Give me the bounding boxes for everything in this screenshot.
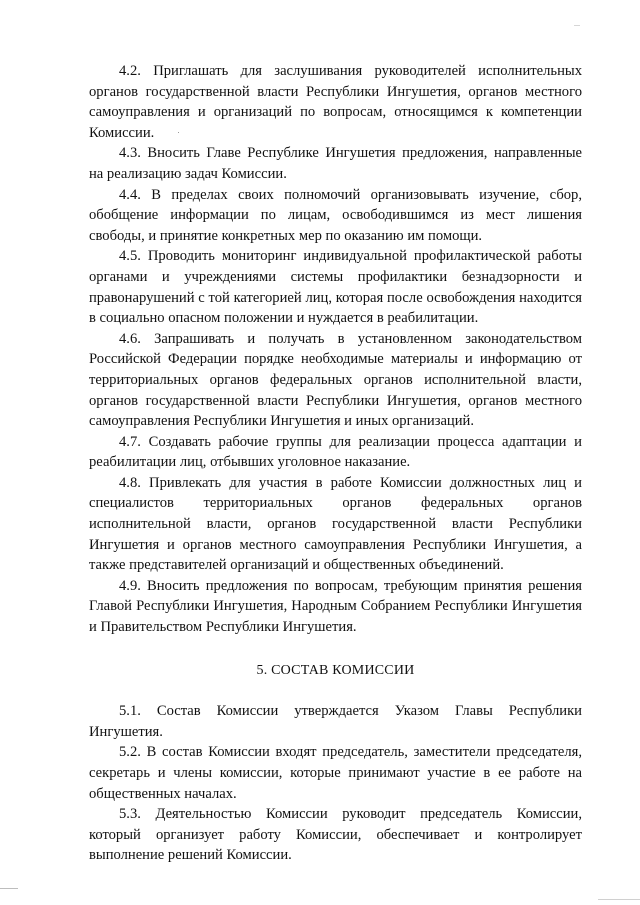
document-body [89,61,582,866]
section-heading: 5. СОСТАВ КОМИССИИ [256,662,415,678]
scan-artifact [0,888,18,889]
paragraph-4-3: 4.3. Вносить Главе Республике Ингушетия предложения, направленные на реализацию задач Комиссии. [89,145,582,182]
paragraph-4-9: 4.9. Вносить предложения по вопросам, требующим принятия решения Главой Республики Ингушетия, Народным Собранием Республики Ингушетия и Правительством Республики Ингушетия. [89,577,582,636]
paragraph-4-7: 4.7. Создавать рабочие группы для реализации процесса адаптации и реабилитации лиц, отбывших уголовное наказание. [89,433,582,471]
paragraph-4-2: 4.2. Приглашать для заслушивания руководителей исполнительных органов государственной власти Республики Ингушетия, органов местного самоуправления и организаций по вопросам, относящимся к компетенции Комиссии. [89,63,582,141]
paragraph-4-4: 4.4. В пределах своих полномочий организовывать изучение, сбор, обобщение информации по лицам, освободившимся из мест лишения свободы, и принятие конкретных мер по оказанию им помощи. [89,186,582,244]
scan-artifact [574,25,580,26]
paragraph-4-5: 4.5. Проводить мониторинг индивидуальной профилактической работы органами и учреждениями системы профилактики безнадзорности и правонарушений с той категорией лиц, которая после освобождения находится в социально опасном положении и нуждается в реабилитации. [89,248,582,327]
paragraph-5-3: 5.3. Деятельностью Комиссии руководит председатель Комиссии, который организует работу Комиссии, обеспечивает и контролирует выполнение решений Комиссии. [89,806,582,864]
paragraph-5-2: 5.2. В состав Комиссии входят председатель, заместители председателя, секретарь и члены комиссии, которые принимают участие в ее работе на общественных началах. [89,744,582,802]
scan-artifact [598,899,640,900]
paragraph-4-6: 4.6. Запрашивать и получать в установленном законодательством Российской Федерации порядке необходимые материалы и информацию от территориальных органов федеральных органов исполнительной власти, органов государственной власти Республики Ингушетия, органов местного самоуправления Республики Ингушетия и иных организаций. [89,330,582,430]
paragraph-5-1: 5.1. Состав Комиссии утверждается Указом Главы Республики Ингушетия. [89,703,582,740]
paragraph-4-8: 4.8. Привлекать для участия в работе Комиссии должностных лиц и специалистов территориальных органов федеральных органов исполнительной власти, органов государственной власти Республики Ингушетия и органов местного самоуправления Республики Ингушетия, а также представителей организаций и общественных объединений. [89,474,582,574]
